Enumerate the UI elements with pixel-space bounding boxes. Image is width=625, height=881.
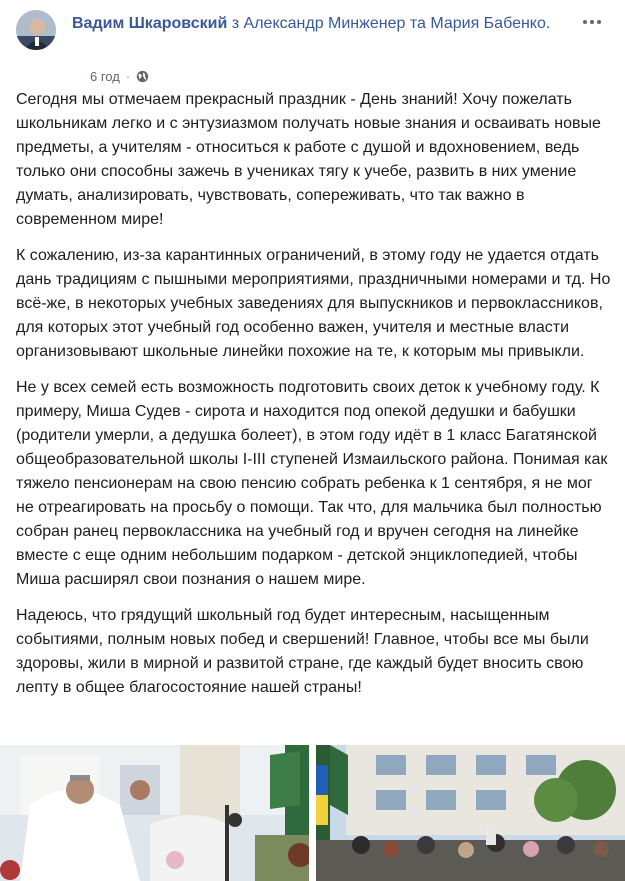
post-photo-1[interactable]	[0, 745, 309, 881]
post-photos	[0, 745, 625, 881]
author-avatar[interactable]	[16, 10, 56, 50]
post-paragraph-3: Не у всех семей есть возможность подготовить своих деток к учебному году. К примеру, Миша Судев - сирота и находится под опекой дедушки и бабушки (родители умерли, а дедушка болеет), в этом году идёт в 1 класс Багатянской общеобразовательной школы I-III ступеней Измаильского района. Понимая как тяжело пенсионерам на свою пенсию собрать ребенка к 1 сентября, я не мог не отреагировать на просьбу о помощи. Так что, для мальчика был полностью собран ранец первоклассника на учебный год и вручен сегодня на линейке вместе с еще одним небольшим подарком - детской энциклопедией, чтобы Миша расширял свои познания о нашем мире.	[16, 379, 608, 588]
post-header	[16, 10, 616, 84]
author-name-link[interactable]: Вадим Шкаровский	[72, 15, 228, 32]
more-options-icon[interactable]	[578, 10, 606, 34]
meta-separator: ·	[125, 68, 131, 84]
tagged-person-2-link[interactable]: Мария Бабенко.	[430, 15, 551, 32]
globe-icon[interactable]	[136, 70, 149, 83]
post-timestamp-link[interactable]: 6 год	[90, 68, 120, 84]
post-text	[16, 88, 613, 712]
author-line	[72, 12, 552, 36]
post-paragraph-4: Надеюсь, что грядущий школьный год будет интересным, насыщенным событиями, полным новых побед и свершений! Главное, чтобы все мы были здоровы, жили в мирной и развитой стране, где каждый будет вносить свою лепту в общее благосостояние нашей страны!	[16, 607, 589, 696]
post-paragraph-1: Сегодня мы отмечаем прекрасный праздник - День знаний! Хочу пожелать школьникам легко и с энтузиазмом получать новые знания и осваивать новые предметы, а учителям - относиться к работе с душой и вдохновением, ведь только они способны зажечь в учениках тягу к учебе, развить в них умение думать, анализировать, чувствовать, сопереживать, что так важно в современном мире!	[16, 91, 601, 228]
post-photo-2[interactable]	[316, 745, 625, 881]
with-word: з	[231, 15, 240, 32]
post-paragraph-2: К сожалению, из-за карантинных ограничений, в этому году не удается отдать дань традициям с пышными мероприятиями, праздничными номерами и тд. Но всё-же, в некоторых учебных заведениях для выпускников и первоклассников, для которых этот учебный год особенно важен, учителя и местные власти организовывают школьные линейки похожие на те, к которым мы привыкли.	[16, 247, 611, 360]
post-meta	[90, 67, 149, 85]
and-word: та	[409, 15, 426, 32]
tagged-person-1-link[interactable]: Александр Минженер	[243, 15, 406, 32]
